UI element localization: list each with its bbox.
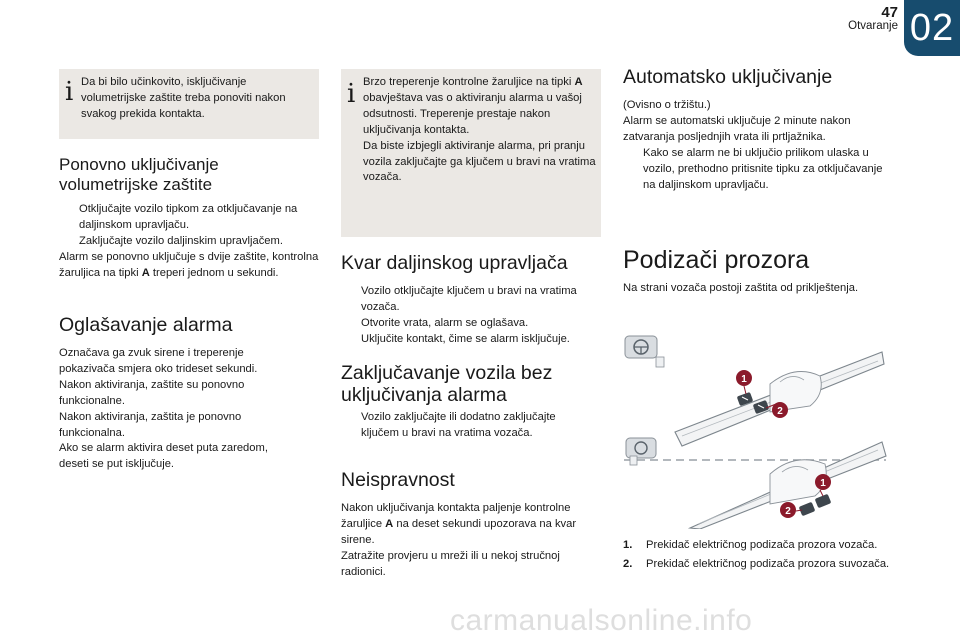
- info-box-alarm-warning: [341, 69, 601, 237]
- paragraph: Zatražite provjeru u mreži ili u nekoj stručnoj radionici.: [341, 549, 560, 578]
- watermark: carmanualsonline.info: [450, 604, 753, 637]
- section-title-malfunction: Neispravnost: [341, 469, 455, 491]
- chapter-badge: 02: [904, 0, 960, 56]
- paragraph: Alarm se ponovno uključuje s dvije zaštite, kontrolna žaruljica na tipki A treperi jednom u sekundi.: [59, 250, 319, 279]
- info-box-volumetric: [59, 69, 319, 139]
- volumetric-steps: [59, 202, 321, 282]
- paragraph: Ako se alarm aktivira deset puta zaredom, deseti se put isključuje.: [59, 442, 268, 471]
- section-title-automatic-activation: Automatsko uključivanje: [623, 66, 833, 88]
- paragraph: Nakon uključivanja kontakta paljenje kontrolne žaruljice A na deset sekundi upozorava na kvar sirene.: [341, 502, 577, 546]
- malfunction-text: [341, 501, 603, 581]
- diagram-captions: [623, 538, 913, 576]
- callout-marker-1: [815, 474, 831, 490]
- info-icon: i: [347, 79, 356, 109]
- callout-marker-1: [736, 370, 752, 386]
- driver-panel-illustration: [625, 336, 884, 446]
- window-switch-diagram: [620, 324, 890, 529]
- paragraph: Označava ga zvuk sirene i treperenje pokazivača smjera oko trideset sekundi.: [59, 347, 258, 375]
- lock-without-alarm-steps: [341, 410, 596, 442]
- callout-marker-2: [780, 502, 796, 518]
- paragraph: Nakon aktiviranja, zaštite su ponovno funkcionalne.: [59, 378, 245, 407]
- svg-text:2: 2: [785, 506, 791, 517]
- section-title-volumetric-reactivation: Ponovno uključivanje volumetrijske zaštite: [59, 155, 219, 194]
- list-item: Zaključajte vozilo daljinskim upravljačem.: [79, 234, 283, 247]
- info-text: Brzo treperenje kontrolne žaruljice na tipki A obavještava vas o aktiviranju alarma u vašoj odsutnosti. Treperenje prestaje nakon uključivanja kontakta. Da biste izbjegli aktiviranje alarma, pri pranju vozila zaključajte ga ključem u bravi na vratima vozača.: [363, 76, 596, 184]
- svg-text:1: 1: [820, 478, 826, 489]
- remote-failure-steps: [341, 284, 603, 348]
- section-title-remote-failure: Kvar daljinskog upravljača: [341, 252, 568, 274]
- list-item: Kako se alarm ne bi uključio prilikom ulaska u vozilo, prethodno pritisnite tipku za otključavanje na daljinskom upravljaču.: [643, 146, 883, 191]
- list-item: Vozilo zaključajte ili dodatno zaključajte ključem u bravi na vratima vozača.: [361, 411, 556, 439]
- paragraph: Alarm se automatski uključuje 2 minute nakon zatvaranja posljednjih vrata ili prtljažnika.: [623, 114, 851, 143]
- window-switch: [799, 502, 816, 517]
- section-title-alarm-sounding: Oglašavanje alarma: [59, 314, 233, 336]
- paragraph: (Ovisno o tržištu.): [623, 99, 711, 111]
- info-icon: i: [65, 77, 74, 107]
- list-item: Uključite kontakt, čime se alarm isključuje.: [361, 332, 570, 345]
- list-item: Otvorite vrata, alarm se oglašava.: [361, 316, 529, 329]
- caption-item: 2. Prekidač električnog podizača prozora suvozača.: [623, 557, 890, 570]
- chapter-name: Otvaranje: [848, 20, 898, 32]
- paragraph: Nakon aktiviranja, zaštita je ponovno funkcionalna.: [59, 410, 242, 439]
- svg-text:2: 2: [777, 406, 783, 417]
- page-number: 47: [881, 4, 898, 21]
- power-windows-text: Na strani vozača postoji zaštita od priklještenja.: [623, 282, 859, 294]
- list-item: Otključajte vozilo tipkom za otključavanje na daljinskom upravljaču.: [79, 203, 298, 231]
- section-title-power-windows: Podizači prozora: [623, 246, 810, 274]
- section-title-lock-without-alarm: Zaključavanje vozila bez uključivanja alarma: [341, 362, 553, 406]
- info-text: Da bi bilo učinkovito, isključivanje volumetrijske zaštite treba ponoviti nakon svakog prekida kontakta.: [81, 76, 286, 120]
- passenger-panel-illustration: [626, 438, 886, 529]
- lock-hint: [630, 456, 637, 465]
- automatic-activation-text: [623, 98, 888, 193]
- alarm-sounding-text: [59, 346, 299, 473]
- svg-text:1: 1: [741, 374, 747, 385]
- steering-badge: [626, 438, 656, 458]
- lock-hint: [656, 357, 664, 367]
- list-item: Vozilo otključajte ključem u bravi na vratima vozača.: [361, 285, 577, 313]
- caption-item: 1. Prekidač električnog podizača prozora vozača.: [623, 539, 878, 551]
